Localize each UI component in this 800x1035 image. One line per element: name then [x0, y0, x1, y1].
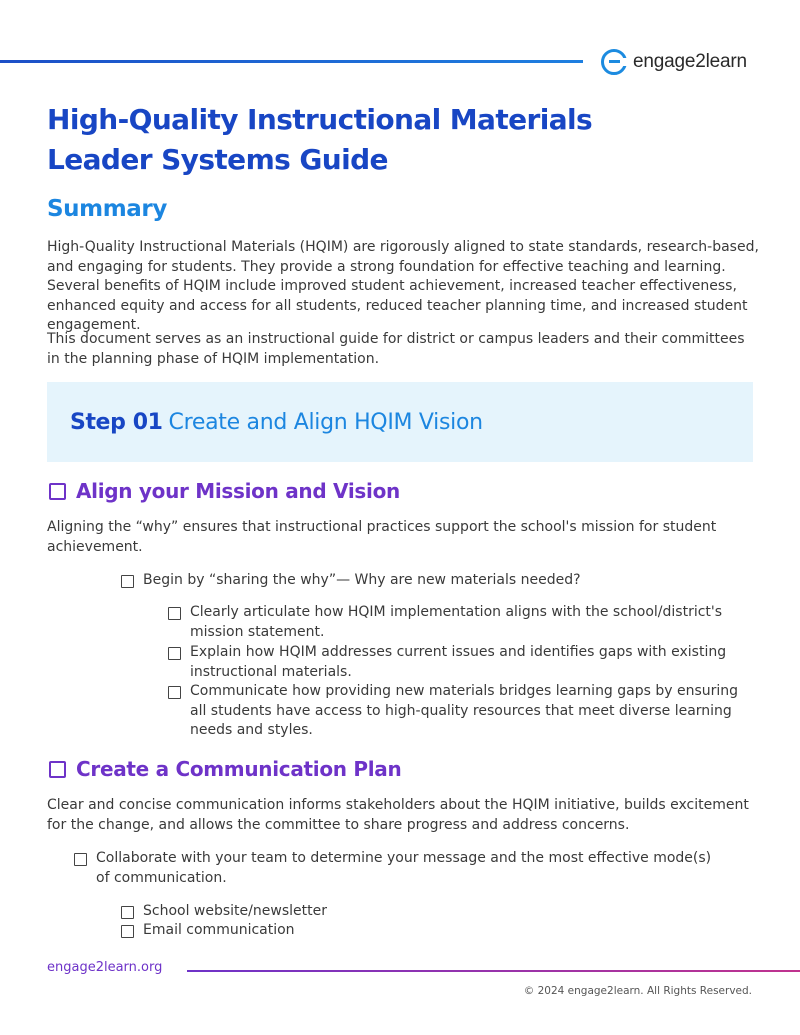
- section-intro: Clear and concise communication informs stakeholders about the HQIM initiative, builds excitement for the change, and allows the committee to share progress and address concerns.: [47, 797, 749, 833]
- section-heading: Align your Mission and Vision: [76, 479, 400, 503]
- summary-paragraph-1: High-Quality Instructional Materials (HQIM) are rigorously aligned to state standards, research-based, and engaging for students. They provide a strong foundation for effective teaching and learning. Several benefits of HQIM include improved student achievement, increased teacher effectiveness, enhanced equity and access for all students, reduced teacher planning time, and increased student engagement.: [47, 239, 759, 333]
- brand-logo: [601, 46, 747, 78]
- checkbox-icon[interactable]: [121, 925, 134, 938]
- header-rule: [0, 60, 583, 63]
- step-number: Step 01: [70, 409, 163, 435]
- copyright-text: © 2024 engage2learn. All Rights Reserved.: [523, 985, 752, 997]
- checklist-item-text: Collaborate with your team to determine your message and the most effective mode(s) of communication.: [96, 850, 712, 886]
- footer-rule: [187, 970, 800, 972]
- checklist-subitem: [121, 902, 721, 922]
- checkbox-icon[interactable]: [49, 483, 66, 500]
- summary-paragraph-2: This document serves as an instructional guide for district or campus leaders and their committees in the planning phase of HQIM implementation.: [47, 331, 745, 367]
- checklist-subitem-text: School website/newsletter: [143, 903, 327, 919]
- checkbox-icon[interactable]: [74, 853, 87, 866]
- title-line-1: High-Quality Instructional Materials: [47, 103, 593, 136]
- checkbox-icon[interactable]: [121, 575, 134, 588]
- checklist-subitem: [168, 643, 758, 682]
- checklist-subitem-text: Communicate how providing new materials bridges learning gaps by ensuring all students have access to high-quality resources that meet diverse learning needs and styles.: [190, 683, 739, 738]
- step-title: Create and Align HQIM Vision: [168, 409, 483, 435]
- step-banner: [47, 382, 753, 462]
- checklist-subitem-text: Clearly articulate how HQIM implementation aligns with the school/district's mission statement.: [190, 604, 723, 640]
- title-line-2: Leader Systems Guide: [47, 143, 388, 176]
- section-heading: Create a Communication Plan: [76, 757, 402, 781]
- checklist-item-text: Begin by “sharing the why”— Why are new materials needed?: [143, 572, 581, 588]
- checkbox-icon[interactable]: [168, 647, 181, 660]
- checklist-subitem-text: Email communication: [143, 922, 295, 938]
- checklist-subitem: [168, 682, 758, 741]
- logo-text: engage2learn: [633, 51, 747, 72]
- checkbox-icon[interactable]: [168, 686, 181, 699]
- checkbox-icon[interactable]: [121, 906, 134, 919]
- checklist-subitem: [168, 603, 758, 642]
- checklist-item: [121, 571, 761, 591]
- checkbox-icon[interactable]: [168, 607, 181, 620]
- section-communication-plan: [49, 755, 401, 783]
- e-logo-icon: [601, 49, 627, 75]
- checklist-subitem-text: Explain how HQIM addresses current issues and identifies gaps with existing instructional materials.: [190, 644, 727, 680]
- checkbox-icon[interactable]: [49, 761, 66, 778]
- footer-website-link[interactable]: engage2learn.org: [47, 960, 163, 975]
- page-title: [47, 100, 592, 180]
- section-align-mission: [49, 477, 400, 505]
- summary-heading: Summary: [47, 196, 167, 222]
- section-intro: Aligning the “why” ensures that instructional practices support the school's mission for student achievement.: [47, 519, 717, 555]
- checklist-item: [74, 849, 714, 888]
- checklist-subitem: [121, 921, 721, 941]
